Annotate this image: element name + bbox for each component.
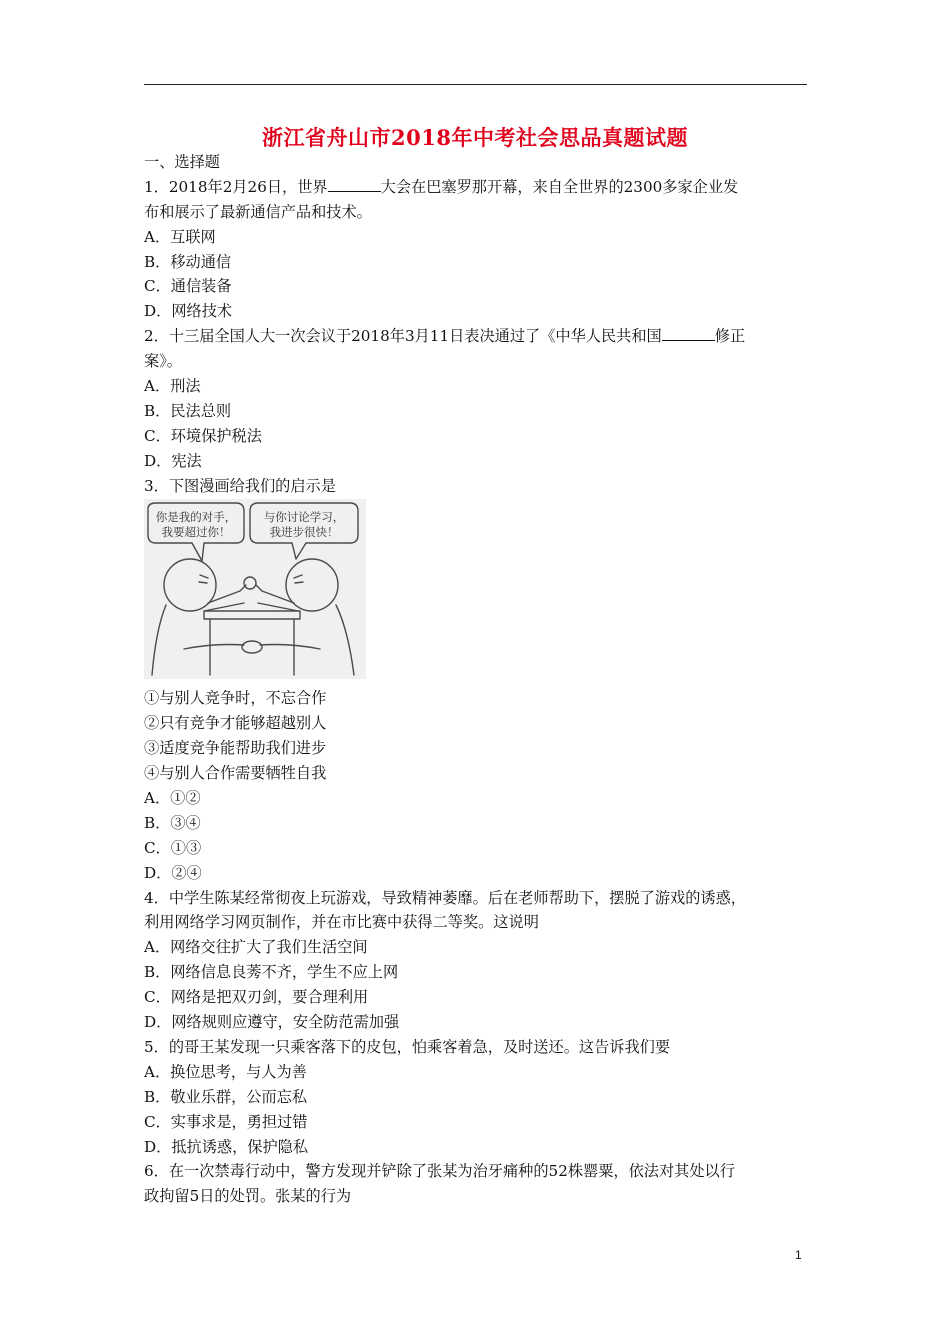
cartoon-illustration xyxy=(144,499,366,679)
answer-blank xyxy=(328,176,381,192)
question-1-line-1 xyxy=(144,175,808,200)
q5-option-d: D．抵抗诱惑，保护隐私 xyxy=(144,1137,309,1156)
bubble-right-line-2: 我进步很快！ xyxy=(269,525,339,540)
question-1-line-2: 布和展示了最新通信产品和技术。 xyxy=(144,202,372,221)
bubble-right-line-1: 与你讨论学习， xyxy=(263,510,345,525)
q4-option-b: B．网络信息良莠不齐，学生不应上网 xyxy=(144,963,399,982)
q2-option-a: A．刑法 xyxy=(144,377,201,396)
q3-statement-1: ①与别人竞争时，不忘合作 xyxy=(144,689,327,708)
q1-option-b: B．移动通信 xyxy=(144,252,232,271)
question-3-stem: 3．下图漫画给我们的启示是 xyxy=(144,476,336,495)
q4-option-a: A．网络交往扩大了我们生活空间 xyxy=(144,938,368,957)
q3-statement-4: ④与别人合作需要牺牲自我 xyxy=(144,764,327,783)
question-2-line-2: 案》。 xyxy=(144,352,182,371)
question-2-line-1 xyxy=(144,324,808,349)
question-6-line-1: 6．在一次禁毒行动中，警方发现并铲除了张某为治牙痛种的52株罂粟，依法对其处以行 xyxy=(144,1162,735,1181)
q1-text-b: 大会在巴塞罗那开幕，来自全世界的2300多家企业发 xyxy=(380,177,739,196)
bubble-left-line-2: 我要超过你！ xyxy=(161,525,231,540)
q3-statement-2: ②只有竞争才能够超越别人 xyxy=(144,714,327,733)
document-body xyxy=(144,150,808,1209)
section-heading: 一、选择题 xyxy=(144,153,220,171)
q4-option-d: D．网络规则应遵守，安全防范需加强 xyxy=(144,1013,400,1032)
q2-text-a: 2．十三届全国人大一次会议于2018年3月11日表决通过了《中华人民共和国 xyxy=(144,327,662,346)
q3-option-b: B．③④ xyxy=(144,813,201,832)
q3-option-a: A．①② xyxy=(144,789,201,808)
q3-option-d: D．②④ xyxy=(144,863,202,882)
q2-option-c: C．环境保护税法 xyxy=(144,426,262,445)
q3-statement-3: ③适度竞争能帮助我们进步 xyxy=(144,739,327,758)
q2-option-d: D．宪法 xyxy=(144,451,202,470)
bubble-left-line-1: 你是我的对手， xyxy=(155,510,237,525)
question-4-line-1: 4．中学生陈某经常彻夜上玩游戏，导致精神萎靡。后在老师帮助下，摆脱了游戏的诱惑， xyxy=(144,888,746,907)
document-title: 浙江省舟山市2018年中考社会思品真题试题 xyxy=(262,125,688,150)
q1-option-d: D．网络技术 xyxy=(144,302,233,321)
header-rule xyxy=(144,84,807,85)
question-6-line-2: 政拘留5日的处罚。张某的行为 xyxy=(144,1187,352,1206)
q2-text-b: 修正 xyxy=(714,327,746,346)
q5-option-b: B．敬业乐群，公而忘私 xyxy=(144,1087,308,1106)
q5-option-a: A．换位思考，与人为善 xyxy=(144,1062,307,1081)
answer-blank xyxy=(662,325,715,341)
q1-text-a: 1．2018年2月26日，世界 xyxy=(144,177,328,196)
question-4-line-2: 利用网络学习网页制作，并在市比赛中获得二等奖。这说明 xyxy=(144,913,539,932)
q1-option-c: C．通信装备 xyxy=(144,277,232,296)
q2-option-b: B．民法总则 xyxy=(144,401,232,420)
q3-option-c: C．①③ xyxy=(144,838,202,857)
question-5-line-1: 5．的哥王某发现一只乘客落下的皮包，怕乘客着急，及时送还。这告诉我们要 xyxy=(144,1037,671,1056)
q5-option-c: C．实事求是，勇担过错 xyxy=(144,1112,308,1131)
q1-option-a: A．互联网 xyxy=(144,227,216,246)
page-number: 1 xyxy=(795,1248,802,1262)
q4-option-c: C．网络是把双刃剑，要合理利用 xyxy=(144,988,369,1007)
